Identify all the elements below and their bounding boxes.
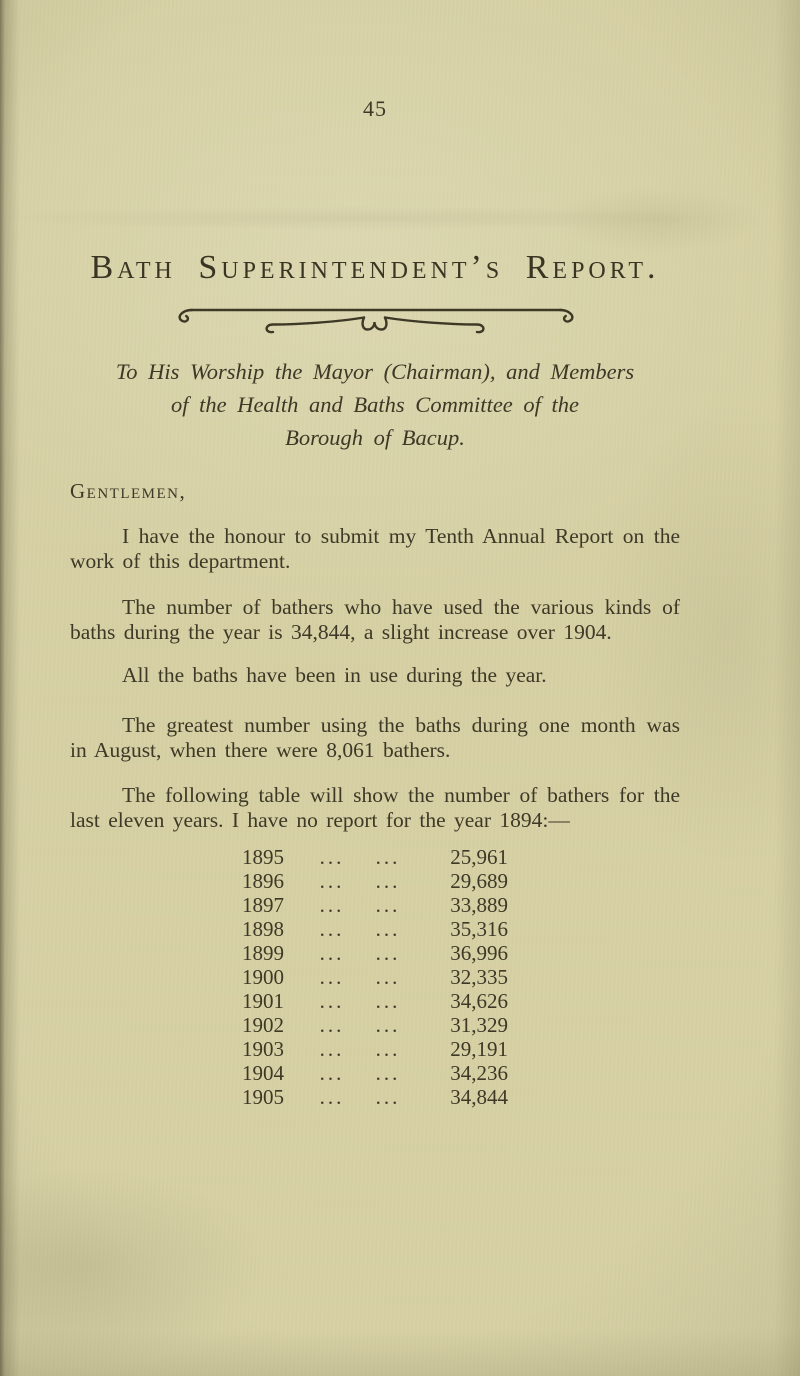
dot-leader: ...: [375, 1061, 401, 1085]
dot-leader: ...: [375, 1013, 401, 1037]
salutation: Gentlemen,: [70, 479, 187, 503]
table-row: [242, 941, 508, 965]
bathers-cell: 29,191: [450, 1037, 508, 1061]
table-row: [242, 869, 508, 893]
year-cell: 1903: [242, 1037, 284, 1061]
table-row: [242, 1085, 508, 1109]
dot-leader: ...: [375, 893, 401, 917]
paragraph-intro: I have the honour to submit my Tenth Annual Report on the work of this department.: [70, 524, 680, 573]
bathers-table: [242, 845, 508, 1109]
bathers-cell: 33,889: [450, 893, 508, 917]
dot-leader: ...: [375, 845, 401, 869]
table-row: [242, 893, 508, 917]
dot-leader: ...: [319, 893, 345, 917]
year-cell: 1904: [242, 1061, 284, 1085]
year-cell: 1897: [242, 893, 284, 917]
bathers-cell: 31,329: [450, 1013, 508, 1037]
table-row: [242, 1037, 508, 1061]
dot-leader: ...: [375, 965, 401, 989]
dot-leader: ...: [319, 989, 345, 1013]
dot-leader: ...: [375, 1037, 401, 1061]
table-row: [242, 1061, 508, 1085]
dot-leader: ...: [319, 869, 345, 893]
year-cell: 1898: [242, 917, 284, 941]
table-row: [242, 989, 508, 1013]
dot-leader: ...: [375, 989, 401, 1013]
address-block: [70, 355, 680, 454]
table-row: [242, 1013, 508, 1037]
bathers-cell: 34,236: [450, 1061, 508, 1085]
bathers-cell: 34,844: [450, 1085, 508, 1109]
bathers-cell: 34,626: [450, 989, 508, 1013]
dot-leader: ...: [375, 917, 401, 941]
table-row: [242, 845, 508, 869]
flourish-icon: [170, 301, 580, 343]
dot-leader: ...: [319, 1085, 345, 1109]
address-line: To His Worship the Mayor (Chairman), and Members: [115, 359, 635, 384]
bathers-cell: 29,689: [450, 869, 508, 893]
paragraph-table-intro: The following table will show the number of bathers for the last eleven years. I have no report for the year 1894:—: [70, 783, 680, 832]
year-cell: 1895: [242, 845, 284, 869]
bathers-cell: 25,961: [450, 845, 508, 869]
year-cell: 1902: [242, 1013, 284, 1037]
dot-leader: ...: [319, 965, 345, 989]
year-cell: 1905: [242, 1085, 284, 1109]
report-title: Bath Superintendent’s Report.: [90, 249, 660, 286]
ornamental-divider: [70, 301, 680, 343]
address-line: of the Health and Baths Committee of the: [170, 392, 580, 417]
bathers-cell: 35,316: [450, 917, 508, 941]
paragraph-total-bathers: The number of bathers who have used the various kinds of baths during the year is 34,844, a slight increase over 1904.: [70, 595, 680, 644]
address-line: Borough of Bacup.: [285, 425, 465, 450]
year-cell: 1899: [242, 941, 284, 965]
dot-leader: ...: [375, 1085, 401, 1109]
dot-leader: ...: [319, 941, 345, 965]
dot-leader: ...: [375, 941, 401, 965]
paragraph-busiest-month: The greatest number using the baths during one month was in August, when there were 8,061 bathers.: [70, 713, 680, 762]
dot-leader: ...: [319, 1061, 345, 1085]
dot-leader: ...: [375, 869, 401, 893]
bathers-cell: 32,335: [450, 965, 508, 989]
paragraph-baths-in-use: All the baths have been in use during the year.: [122, 663, 547, 687]
dot-leader: ...: [319, 917, 345, 941]
table-row: [242, 917, 508, 941]
year-cell: 1900: [242, 965, 284, 989]
dot-leader: ...: [319, 1037, 345, 1061]
year-cell: 1896: [242, 869, 284, 893]
dot-leader: ...: [319, 845, 345, 869]
bathers-cell: 36,996: [450, 941, 508, 965]
year-cell: 1901: [242, 989, 284, 1013]
table-row: [242, 965, 508, 989]
dot-leader: ...: [319, 1013, 345, 1037]
page-number: 45: [363, 96, 387, 121]
